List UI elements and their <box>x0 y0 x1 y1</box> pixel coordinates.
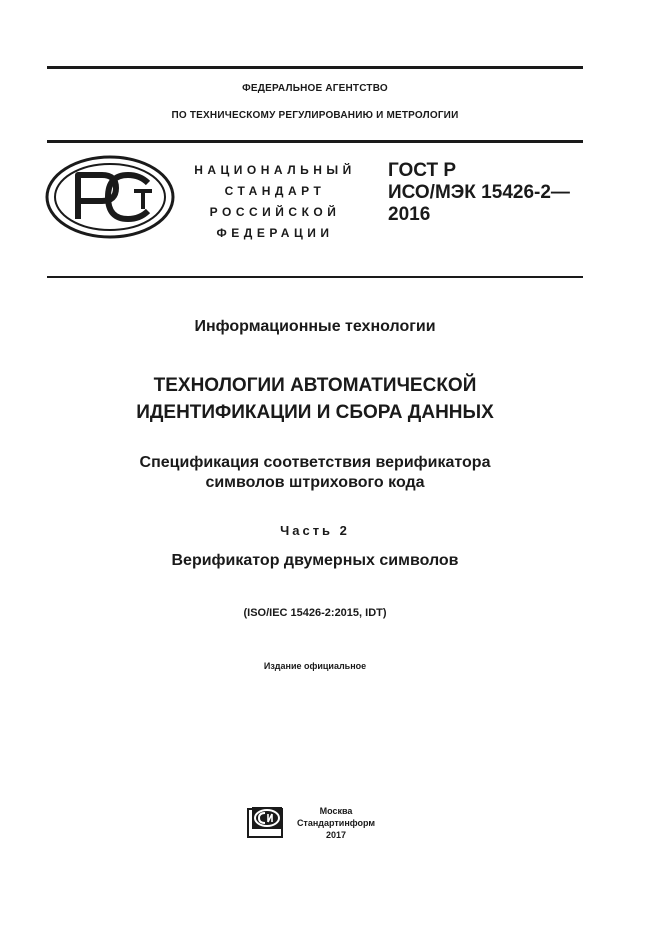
publisher-name: Стандартинформ <box>296 818 376 828</box>
publisher-city: Москва <box>319 806 353 816</box>
document-title <box>47 372 583 426</box>
header-rule <box>47 140 583 143</box>
national-line: ФЕДЕРАЦИИ <box>216 226 334 240</box>
gost-iso-number: ИСО/МЭК 15426-2— <box>388 182 570 203</box>
national-line: РОССИЙСКОЙ <box>209 205 341 219</box>
national-standard-label <box>190 160 360 244</box>
iso-reference: (ISO/IEC 15426-2:2015, IDT) <box>243 607 387 619</box>
national-line: НАЦИОНАЛЬНЫЙ <box>194 163 356 177</box>
publisher-year: 2017 <box>325 830 347 840</box>
subtitle-line: Спецификация соответствия верификатора <box>139 454 491 471</box>
edition-note: Издание официальное <box>263 661 367 671</box>
document-series: Информационные технологии <box>194 318 436 335</box>
part-title: Верификатор двумерных символов <box>171 552 459 569</box>
subtitle-line: символов штрихового кода <box>205 474 425 491</box>
gost-r-certification-mark-icon <box>44 153 176 241</box>
top-rule <box>47 66 583 69</box>
title-line: ТЕХНОЛОГИИ АВТОМАТИЧЕСКОЙ <box>153 375 477 396</box>
national-line: СТАНДАРТ <box>224 184 326 198</box>
publisher-info <box>296 805 376 841</box>
gost-year: 2016 <box>388 204 431 225</box>
document-subtitle <box>47 453 583 493</box>
section-rule <box>47 276 583 278</box>
gost-designation <box>388 160 608 226</box>
agency-name-line2: ПО ТЕХНИЧЕСКОМУ РЕГУЛИРОВАНИЮ И МЕТРОЛОГИИ <box>171 110 459 121</box>
gost-code: ГОСТ Р <box>388 160 457 181</box>
part-number: Часть 2 <box>280 523 350 538</box>
standartinform-logo-icon <box>246 805 286 839</box>
agency-name-line1: ФЕДЕРАЛЬНОЕ АГЕНТСТВО <box>242 83 388 94</box>
title-line: ИДЕНТИФИКАЦИИ И СБОРА ДАННЫХ <box>136 402 494 423</box>
